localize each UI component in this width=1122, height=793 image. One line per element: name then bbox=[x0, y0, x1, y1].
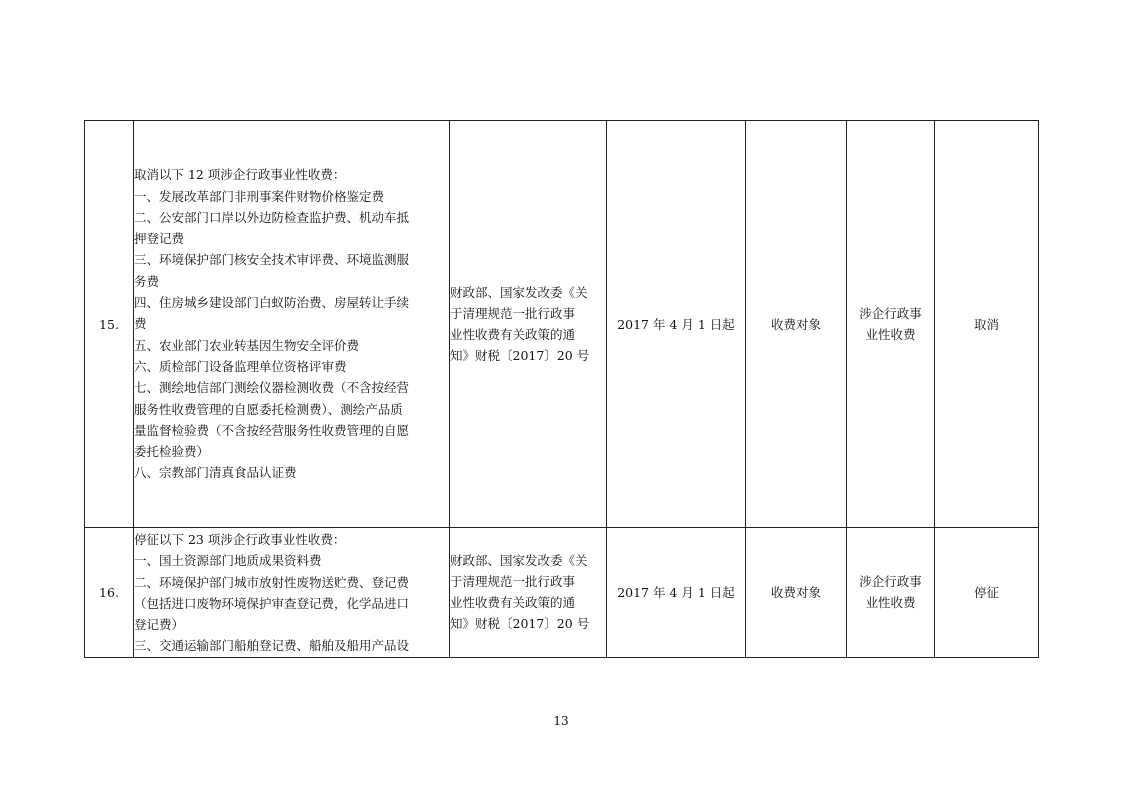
fee-item-line: 押登记费 bbox=[134, 231, 185, 247]
policy-basis-line: 知》财税〔2017〕20 号 bbox=[450, 348, 590, 363]
fee-item-line: 二、公安部门口岸以外边防检查监护费、机动车抵 bbox=[134, 209, 410, 225]
policy-basis-line: 业性收费有关政策的通 bbox=[450, 327, 576, 342]
fee-item-line: 三、环境保护部门核安全技术审评费、环境监测服 bbox=[134, 252, 410, 268]
fee-object-cell: 收费对象 bbox=[746, 528, 847, 658]
fee-category-line: 业性收费 bbox=[865, 327, 916, 342]
policy-basis-line: 知》财税〔2017〕20 号 bbox=[450, 616, 590, 632]
action-cell: 取消 bbox=[935, 121, 1039, 528]
fee-category-cell bbox=[847, 121, 935, 528]
policy-basis-line: 财政部、国家发改委《关 bbox=[450, 285, 588, 300]
fee-item-line: 一、国土资源部门地质成果资料费 bbox=[134, 553, 322, 569]
page-number: 13 bbox=[553, 714, 569, 728]
fee-item-line: 六、质检部门设备监理单位资格评审费 bbox=[134, 358, 347, 374]
fee-item-line: 委托检验费） bbox=[134, 444, 210, 460]
policy-basis-cell bbox=[450, 121, 607, 528]
policy-basis-line: 财政部、国家发改委《关 bbox=[450, 553, 588, 569]
effective-date-cell: 2017 年 4 月 1 日起 bbox=[607, 121, 746, 528]
fee-item-line: 三、交通运输部门船舶登记费、船舶及船用产品设 bbox=[134, 638, 410, 654]
policy-basis-cell bbox=[450, 528, 607, 658]
policy-basis-line: 业性收费有关政策的通 bbox=[450, 595, 576, 611]
fee-category-line: 业性收费 bbox=[865, 595, 916, 611]
row-number: 16. bbox=[85, 528, 134, 658]
fee-item-line: 量监督检验费（不含按经营服务性收费管理的自愿 bbox=[134, 422, 410, 438]
fee-item-line: 取消以下 12 项涉企行政事业性收费： bbox=[134, 167, 346, 183]
table-row bbox=[85, 528, 1039, 658]
fee-object-cell: 收费对象 bbox=[746, 121, 847, 528]
fee-item-line: 务费 bbox=[134, 273, 160, 289]
fee-category-line: 涉企行政事 bbox=[859, 574, 922, 590]
fee-item-line: 一、发展改革部门非刑事案件财物价格鉴定费 bbox=[134, 188, 385, 204]
effective-date-cell: 2017 年 4 月 1 日起 bbox=[607, 528, 746, 658]
fee-table bbox=[84, 120, 1039, 658]
fee-item-line: 五、农业部门农业转基因生物安全评价费 bbox=[134, 337, 360, 353]
fee-category-line: 涉企行政事 bbox=[859, 306, 922, 321]
fee-item-line: 八、宗教部门清真食品认证费 bbox=[134, 465, 297, 481]
fee-item-line: 四、住房城乡建设部门白蚁防治费、房屋转让手续 bbox=[134, 295, 410, 311]
policy-basis-line: 于清理规范一批行政事 bbox=[450, 306, 576, 321]
fee-item-line: 七、测绘地信部门测绘仪器检测收费（不含按经营 bbox=[134, 380, 410, 396]
fee-item-line: 停征以下 23 项涉企行政事业性收费： bbox=[134, 532, 346, 547]
fee-items-cell bbox=[134, 528, 450, 658]
action-cell: 停征 bbox=[935, 528, 1039, 658]
policy-basis-line: 于清理规范一批行政事 bbox=[450, 574, 576, 590]
fee-category-cell bbox=[847, 528, 935, 658]
fee-item-line: 登记费） bbox=[134, 617, 185, 633]
fee-item-line: 服务性收费管理的自愿委托检测费）、测绘产品质 bbox=[134, 401, 403, 417]
row-number: 15. bbox=[85, 121, 134, 528]
fee-item-line: 二、环境保护部门城市放射性废物送贮费、登记费 bbox=[134, 574, 410, 590]
table-row bbox=[85, 121, 1039, 528]
fee-item-line: （包括进口废物环境保护审查登记费，化学品进口 bbox=[134, 595, 410, 611]
fee-item-line: 费 bbox=[134, 316, 147, 332]
fee-items-cell bbox=[134, 121, 450, 528]
